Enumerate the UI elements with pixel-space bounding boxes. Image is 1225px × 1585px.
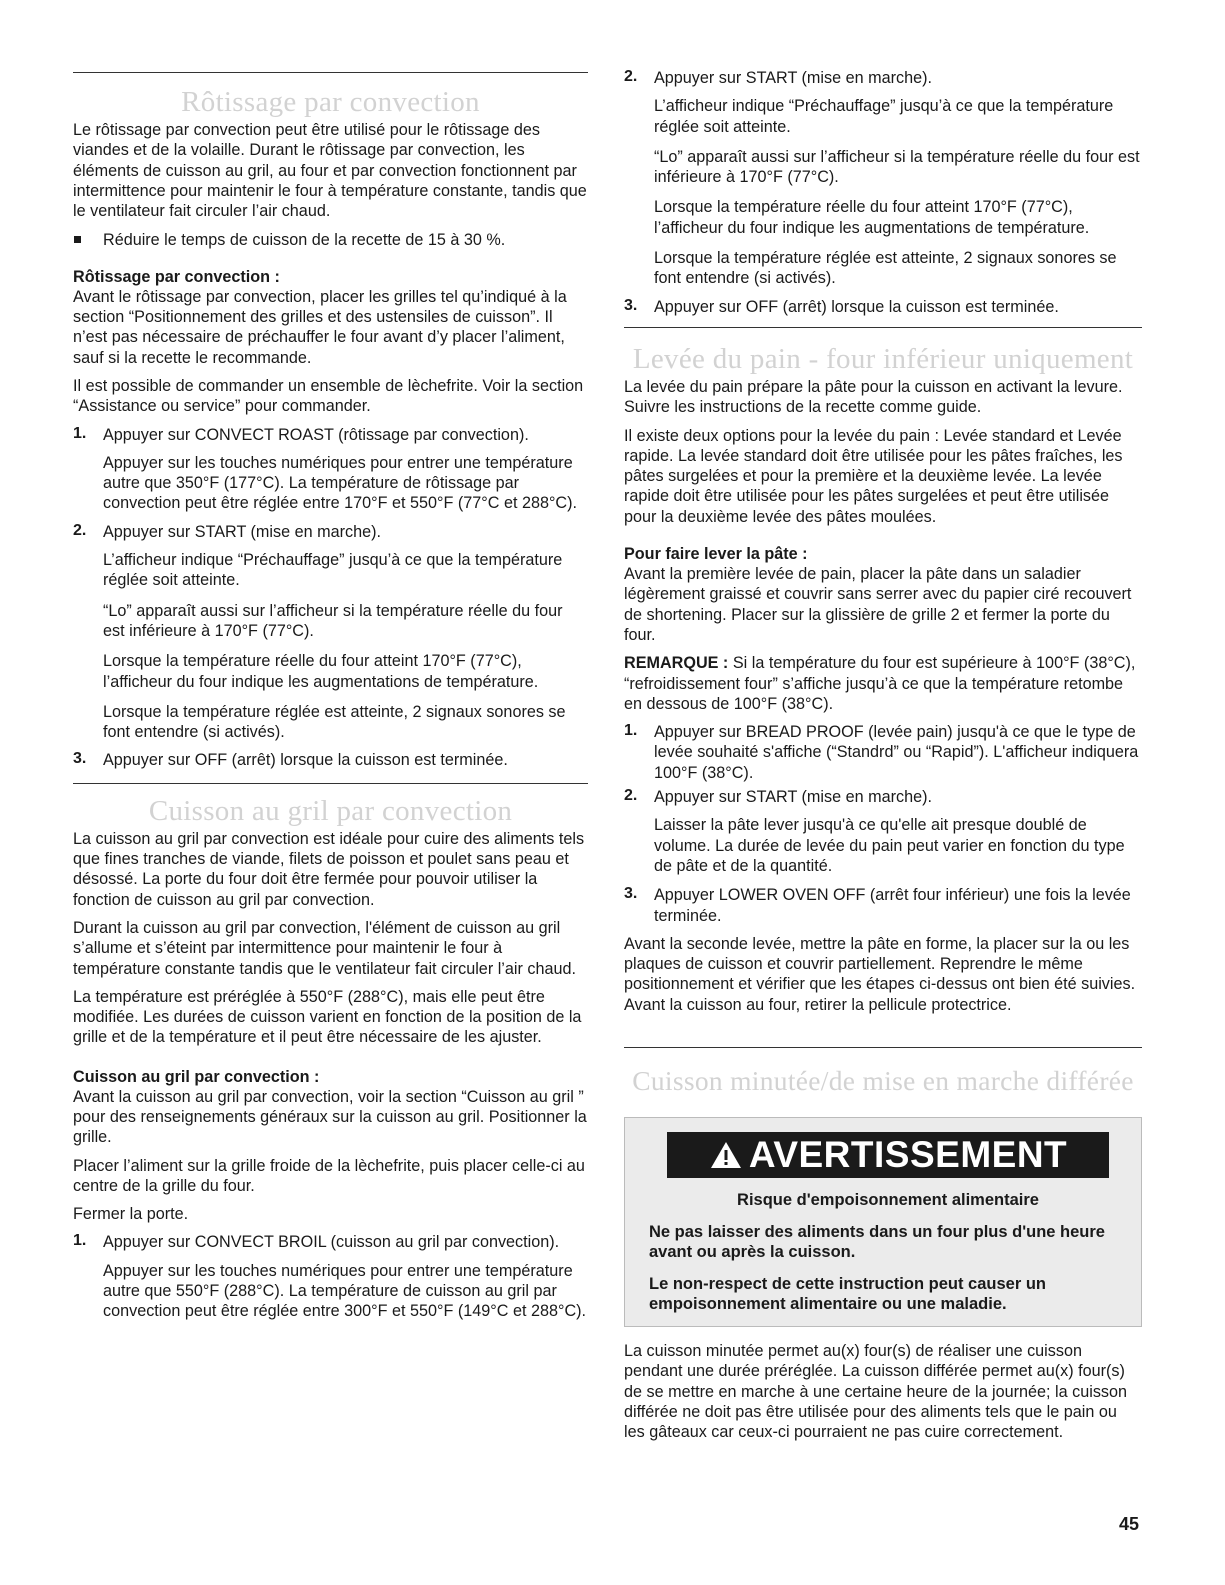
step-number: 1. [624, 722, 638, 740]
step-text: Appuyer sur BREAD PROOF (levée pain) jusqu'à ce que le type de levée souhaité s'affiche (“Standrd” ou “Rapid”). L'afficheur indiquera 100°F (38°C). [654, 723, 1139, 782]
step-detail: L’afficheur indique “Préchauffage” jusqu’à ce que la température réglée soit atteinte. [654, 97, 1114, 136]
step-number: 3. [624, 885, 638, 903]
paragraph: La levée du pain prépare la pâte pour la cuisson en activant la levure. Suivre les instructions de la recette comme guide. [624, 377, 1123, 417]
step-detail: “Lo” apparaît aussi sur l’afficheur si la température réelle du four est inférieure à 170°F (77°C). [654, 147, 1140, 187]
remark-label: REMARQUE : [624, 654, 729, 673]
step-number: 2. [73, 521, 87, 539]
left-column [73, 0, 588, 1322]
step-text: Appuyer sur CONVECT ROAST (rôtissage par convection). [103, 425, 529, 444]
step-number: 2. [624, 68, 638, 85]
page-number: 45 [1119, 1514, 1140, 1534]
warning-text: Le non-respect de cette instruction peut causer un empoisonnement alimentaire ou une maladie. [649, 1274, 1046, 1313]
step-number: 1. [73, 1232, 87, 1250]
warning-triangle-icon [709, 1140, 743, 1170]
step-2 [73, 522, 588, 743]
step-detail: “Lo” apparaît aussi sur l’afficheur si la température réelle du four est inférieure à 170°F (77°C). [103, 601, 563, 640]
remark-paragraph [624, 653, 1142, 714]
warning-heading: Risque d'empoisonnement alimentaire [737, 1190, 1039, 1209]
step-detail: Lorsque la température réglée est atteinte, 2 signaux sonores se font entendre (si activés). [103, 702, 566, 742]
step-detail: Appuyer sur les touches numériques pour entrer une température autre que 550°F (288°C). La température de cuisson au gril par convection peut être réglée entre 300°F et 550°F (149°C et 288°C). [103, 1261, 587, 1321]
step-number: 1. [73, 424, 87, 442]
subheading: Cuisson au gril par convection : [73, 1067, 320, 1086]
paragraph: Avant la cuisson au gril par convection, voir la section “Cuisson au gril ” pour des renseignements généraux sur la cuisson au gril. Positionner la grille. [73, 1087, 587, 1147]
section-title-bread-proof: Levée du pain - four inférieur uniquement [632, 342, 1134, 375]
step-1 [73, 425, 588, 514]
bullet-item: Réduire le temps de cuisson de la recette de 15 à 30 %. [73, 230, 588, 250]
warning-banner [667, 1132, 1109, 1178]
step-detail: Appuyer sur les touches numériques pour entrer une température autre que 350°F (177°C). La température de rôtissage par convection peut être réglée entre 170°F et 550°F (77°C et 288°C). [103, 453, 578, 513]
paragraph: La cuisson minutée permet au(x) four(s) de réaliser une cuisson pendant une durée préréglée. La cuisson différée permet au(x) four(s) de se mettre en marche à une certaine heure de la journée; la cuisson différée ne doit pas être utilisée pour des aliments tels que le pain ou les gâteaux car ceux-ci pourraient ne pas cuire correctement. [624, 1341, 1128, 1442]
section-divider [73, 72, 588, 73]
section-divider [624, 1047, 1142, 1048]
subheading: Pour faire lever la pâte : [624, 545, 808, 564]
step-3 [624, 885, 1142, 926]
step-detail: Lorsque la température réelle du four atteint 170°F (77°C), l’afficheur du four indique les augmentations de température. [103, 652, 539, 691]
step-1 [73, 1232, 588, 1321]
step-text: Appuyer sur START (mise en marche). [654, 788, 932, 807]
section-divider [624, 327, 1142, 328]
step-detail: Lorsque la température réglée est atteinte, 2 signaux sonores se font entendre (si activés). [654, 249, 1117, 288]
step-3 [73, 750, 588, 770]
paragraph: Il existe deux options pour la levée du pain : Levée standard et Levée rapide. La levée standard doit être utilisée pour les pâtes fraîches, les pâtes surgelées et pour la première et la deuxième levée. La levée rapide doit être utilisée pour les pâtes surgelées et peut être utilisée pour la deuxième levée des pâtes moulées. [624, 426, 1123, 526]
paragraph: Avant la première levée de pain, placer la pâte dans un saladier légèrement graissé et couvrir sans serrer avec du papier ciré recouvert de shortening. Placer sur la glissière de grille 2 et fermer la porte du four. [624, 565, 1132, 644]
step-2 [624, 787, 1142, 876]
step-text: Appuyer LOWER OVEN OFF (arrêt four inférieur) une fois la levée terminée. [654, 886, 1131, 925]
paragraph: Avant la seconde levée, mettre la pâte en forme, la placer sur la ou les plaques de cuisson et couvrir partiellement. Reprendre le même positionnement et vérifier que les étapes ci-dessus ont bien été suivies. Avant la cuisson au four, retirer la pellicule protectrice. [624, 934, 1136, 1014]
warning-title: AVERTISSEMENT [748, 1133, 1068, 1175]
warning-text: Ne pas laisser des aliments dans un four plus d'une heure avant ou après la cuisson. [649, 1222, 1105, 1261]
step-text: Appuyer sur START (mise en marche). [654, 69, 932, 87]
step-text: Appuyer sur OFF (arrêt) lorsque la cuisson est terminée. [103, 751, 508, 770]
paragraph: Le rôtissage par convection peut être utilisé pour le rôtissage des viandes et de la volaille. Durant le rôtissage par convection, les éléments de cuisson au gril, au four et par convection fonctionnent par intermittence pour maintenir le four à température constante, tandis que le ventilateur fait circuler l’air chaud. [73, 121, 587, 221]
step-detail: Laisser la pâte lever jusqu'à ce qu'elle ait presque doublé de volume. La durée de levée du pain peut varier en fonction du type de pâte et de la quantité. [654, 816, 1125, 875]
step-number: 2. [624, 787, 638, 805]
paragraph: La température est préréglée à 550°F (288°C), mais elle peut être modifiée. Les durées de cuisson varient en fonction de la position de la grille et de la température et il peut être nécessaire de les ajuster. [73, 987, 582, 1047]
section-title-timed-cook: Cuisson minutée/de mise en marche différée [632, 1064, 1134, 1096]
step-text: Appuyer sur CONVECT BROIL (cuisson au gril par convection). [103, 1233, 560, 1252]
paragraph: Avant le rôtissage par convection, placer les grilles tel qu’indiqué à la section “Positionnement des grilles et des ustensiles de cuisson”. Il n’est pas nécessaire de préchauffer le four avant d’y placer l’aliment, sauf si la recette le recommande. [73, 287, 567, 367]
step-3 [624, 297, 1142, 317]
section-title-convection-broil: Cuisson au gril par convection [148, 794, 513, 827]
step-detail: L’afficheur indique “Préchauffage” jusqu’à ce que la température réglée soit atteinte. [103, 551, 563, 590]
paragraph: Fermer la porte. [73, 1205, 189, 1224]
right-column [624, 0, 1142, 1442]
step-number: 3. [624, 296, 638, 314]
step-2 [624, 68, 1142, 289]
section-divider [73, 783, 588, 784]
step-number: 3. [73, 750, 87, 768]
step-1 [624, 722, 1142, 783]
step-text: Appuyer sur OFF (arrêt) lorsque la cuisson est terminée. [654, 297, 1059, 316]
paragraph: Il est possible de commander un ensemble de lèchefrite. Voir la section “Assistance ou service” pour commander. [73, 376, 584, 416]
paragraph: Placer l’aliment sur la grille froide de la lèchefrite, puis placer celle-ci au centre de la grille du four. [73, 1156, 585, 1195]
section-title-convection-roast: Rôtissage par convection [181, 86, 480, 118]
warning-box [624, 1117, 1142, 1327]
paragraph: La cuisson au gril par convection est idéale pour cuire des aliments tels que fines tranches de viande, filets de poisson et poulet sans peau et désossé. La porte du four doit être fermée pour pouvoir utiliser la fonction de cuisson au gril par convection. [73, 829, 585, 909]
step-detail: Lorsque la température réelle du four atteint 170°F (77°C), l’afficheur du four indique les augmentations de température. [654, 198, 1090, 237]
remark-text: Si la température du four est supérieure à 100°F (38°C), “refroidissement four” s’affiche jusqu’à ce que la température retombe en dessous de 100°F (38°C). [624, 654, 1136, 713]
paragraph: Durant la cuisson au gril par convection, l'élément de cuisson au gril s’allume et s’éteint par intermittence pour maintenir le four à température constante tandis que le ventilateur fait circuler l’air chaud. [73, 918, 576, 978]
subheading: Rôtissage par convection : [73, 267, 280, 286]
step-text: Appuyer sur START (mise en marche). [103, 522, 381, 541]
